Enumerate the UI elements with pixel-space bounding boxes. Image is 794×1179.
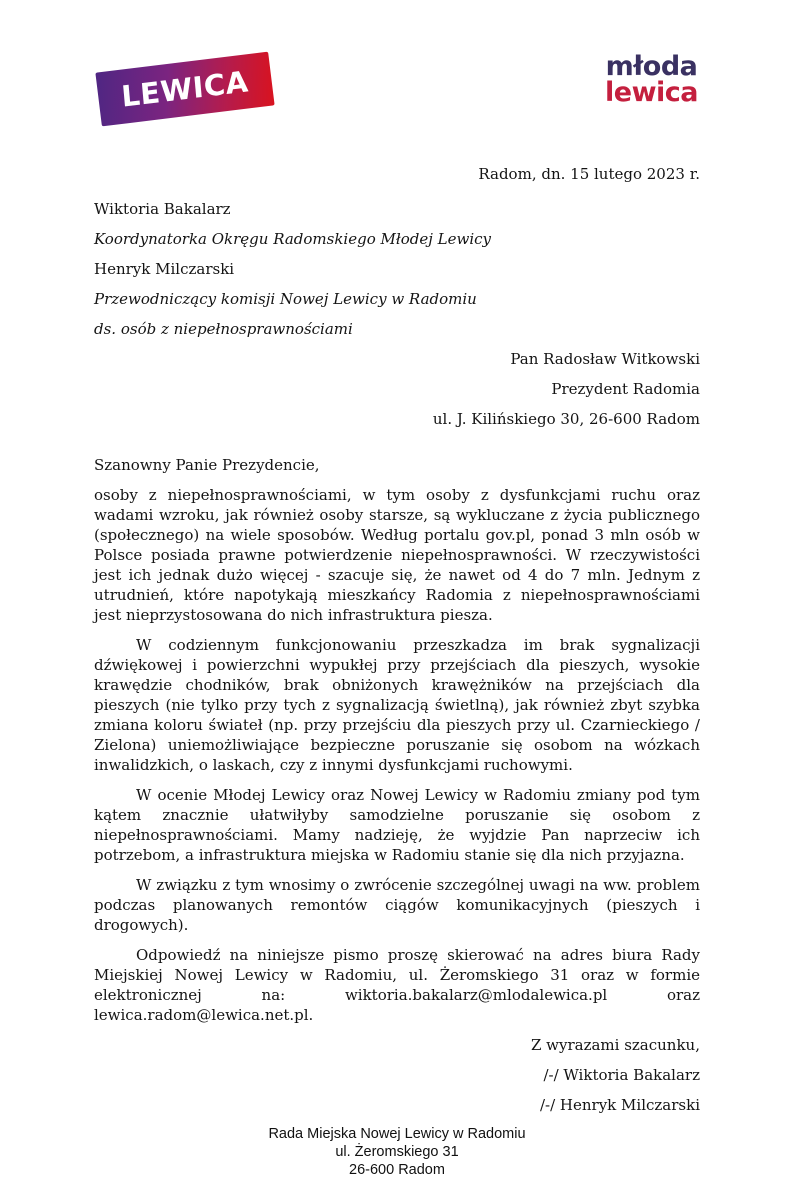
paragraph: Odpowiedź na niniejsze pismo proszę skierować na adres biura Rady Miejskiej Nowej Lewicy w Radomiu, ul. Żeromskiego 31 oraz w formie elektronicznej na: wiktoria.bakalarz@mlodalewica.pl oraz lewica.radom@lewica.net.pl. bbox=[94, 946, 700, 1024]
mloda-lewica-logo-line1: młoda bbox=[605, 51, 698, 82]
sender-name: Henryk Milczarski bbox=[94, 260, 235, 278]
footer-organization: Rada Miejska Nowej Lewicy w Radomiu bbox=[268, 1126, 526, 1142]
letter-footer bbox=[94, 1125, 700, 1179]
closing-phrase: Z wyrazami szacunku, bbox=[530, 1036, 700, 1054]
sender-block bbox=[94, 199, 700, 339]
sender-role: ds. osób z niepełnosprawnościami bbox=[94, 320, 353, 338]
closing-signature: /-/ Wiktoria Bakalarz bbox=[543, 1066, 700, 1084]
closing-signature: /-/ Henryk Milczarski bbox=[539, 1096, 700, 1114]
closing-block bbox=[94, 1035, 700, 1115]
letter-header bbox=[94, 48, 700, 130]
lewica-logo-text: LEWICA bbox=[120, 64, 250, 114]
sender-role: Koordynatorka Okręgu Radomskiego Młodej Lewicy bbox=[94, 230, 492, 248]
mloda-lewica-logo bbox=[605, 51, 698, 108]
footer-street: ul. Żeromskiego 31 bbox=[335, 1144, 459, 1160]
recipient-name: Pan Radosław Witkowski bbox=[510, 350, 700, 368]
sender-name: Wiktoria Bakalarz bbox=[94, 200, 231, 218]
lewica-logo bbox=[95, 52, 274, 127]
date-line: Radom, dn. 15 lutego 2023 r. bbox=[478, 165, 700, 183]
footer-city: 26-600 Radom bbox=[349, 1162, 445, 1178]
recipient-block bbox=[94, 349, 700, 429]
sender-role: Przewodniczący komisji Nowej Lewicy w Radomiu bbox=[94, 290, 477, 308]
paragraph: W codziennym funkcjonowaniu przeszkadza im brak sygnalizacji dźwiękowej i powierzchni wypukłej przy przejściach dla pieszych, wysokie krawędzie chodników, brak obniżonych krawężników na przejściach dla pieszych (nie tylko przy tych z sygnalizacją świetlną), jak również zbyt szybka zmiana koloru świateł (np. przy przejściu dla pieszych przy ul. Czarnieckiego / Zielona) uniemożliwiające bezpieczne poruszanie się osobom na wózkach inwalidzkich, o laskach, czy z innymi dysfunkcjami ruchowymi. bbox=[94, 636, 700, 774]
recipient-title: Prezydent Radomia bbox=[551, 380, 700, 398]
paragraph: osoby z niepełnosprawnościami, w tym osoby z dysfunkcjami ruchu oraz wadami wzroku, jak również osoby starsze, są wykluczane z życia publicznego (społecznego) na wiele sposobów. Według portalu gov.pl, ponad 3 mln osób w Polsce posiada prawne potwierdzenie niepełnosprawności. W rzeczywistości jest ich jednak dużo więcej - szacuje się, że nawet od 4 do 7 mln. Jednym z utrudnień, które napotykają mieszkańcy Radomia z niepełnosprawnościami jest nieprzystosowana do nich infrastruktura piesza. bbox=[94, 486, 700, 624]
paragraph: W ocenie Młodej Lewicy oraz Nowej Lewicy w Radomiu zmiany pod tym kątem znacznie ułatwiłyby samodzielne poruszanie się osobom z niepełnosprawnościami. Mamy nadzieję, że wyjdzie Pan naprzeciw ich potrzebom, a infrastruktura miejska w Radomiu stanie się dla nich przyjazna. bbox=[94, 786, 700, 864]
paragraph: W związku z tym wnosimy o zwrócenie szczególnej uwagi na ww. problem podczas planowanych remontów ciągów komunikacyjnych (pieszych i drogowych). bbox=[94, 876, 700, 934]
letter-body bbox=[94, 485, 700, 1025]
salutation: Szanowny Panie Prezydencie, bbox=[94, 456, 320, 474]
recipient-address: ul. J. Kilińskiego 30, 26-600 Radom bbox=[432, 410, 700, 428]
mloda-lewica-logo-line2: lewica bbox=[605, 76, 698, 108]
